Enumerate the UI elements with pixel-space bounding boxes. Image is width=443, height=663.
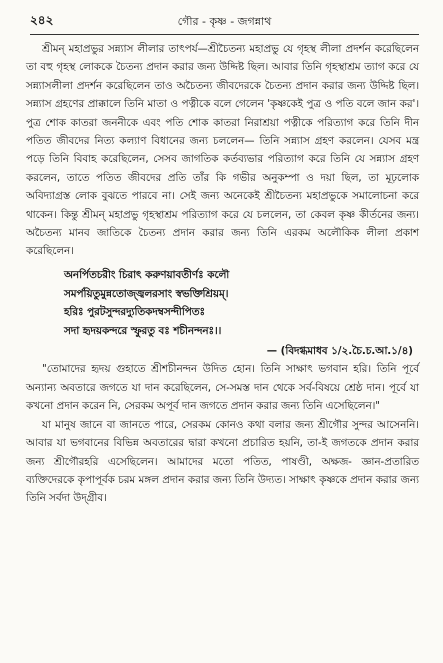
verse-line-2: সমর্পয়িতুমুন্নতোজ্জ্বলরসাং স্বভক্তিশ্রিয়ম্‌। [64,287,229,300]
verse-translation: "তোমাদের হৃদয় গুহাতে শ্রীশচীনন্দন উদিত হোন। তিনি সাক্ষাৎ ভগবান হরি। তিনি পূর্বে অন্যান্য অবতারে জগতে যা দান করেছিলেন, সে-সমস্ত দান থেকে সর্ব-বিষয়ে শ্রেষ্ঠ দান। পূর্বে যা কখনো প্রদান করেন নি, সেরকম অপূর্ব দান জগতে প্রদান করার জন্য তিনি এসেছিলেন।" [26,363,419,413]
page-number: ২৪২ [30,13,54,27]
paragraph-intro: শ্রীমন্‌ মহাপ্রভুর সন্ন্যাস লীলার তাৎপর্য—শ্রীচৈতন্য মহাপ্রভু যে গৃহস্থ লীলা প্রদর্শন করেছিলেন তা বহু গৃহস্থ লোককে চৈতন্য প্রদান করার জন্য উদ্দিষ্ট ছিল। আবার তিনি গৃহস্থাশ্রম ত্যাগ করে যে সন্ন্যাসলীলা প্রদর্শন করেছিলেন তাও অচৈতন্য জীবদেরকে চৈতন্য প্রদান করার জন্য উদ্দিষ্ট ছিল। সন্ন্যাস গ্রহণের প্রাক্কালে তিনি মাতা ও পত্নীকে বলে গেলেন 'কৃষ্ণকেই পুত্র ও পতি বলে জান কর'। পুত্র শোক কাতরা জননীকে এবং পতি শোক কাতরা নিরাশ্রয়া পত্নীকে পরিত্যাগ করে তিনি দীন পতিত জীবদের নিত্য কল্যাণ বিধানের জন্য চললেন— তিনি সন্ন্যাস গ্রহণ করলেন। যেসব মন্ত্র পড়ে তিনি বিবাহ করেছিলেন, সেসব জাগতিক কর্তব্যভার পরিত্যাগ করে তিনি যে সন্ন্যাস গ্রহণ করলেন, তাতে পতিত জীবদের প্রতি তাঁর কি গভীর অনুকম্পা ও দয়া ছিল, তা মূঢ়লোক অবিদ্যাগ্রস্ত লোক বুঝতে পারবে না। সেই জন্য অনেকেই শ্রীচৈতন্য মহাপ্রভুকে সমালোচনা করে থাকেন। কিন্তু শ্রীমন্‌ মহাপ্রভু গৃহস্থাশ্রম পরিত্যাগ করে যে চললেন, তা কেবল কৃষ্ণ কীর্তনের জন্য। অচৈতন্য মানব জাতিকে চৈতন্য প্রদান করার জন্য তিনি এরকম অলৌকিক লীলা প্রকাশ করেছিলেন। [26,43,419,258]
page-body [26,40,419,508]
verse-line-1: অনর্পিতচরীং চিরাৎ করুণয়াবতীর্ণঃ কলৌ [64,268,230,281]
running-title: গৌর - কৃষ্ণ - জগন্নাথ [177,14,272,28]
verse-line-3: হরিঃ পুরটসুন্দরদ্যুতিকদম্বসন্দীপিতঃ [64,306,205,319]
verse-line-4: সদা হৃদয়কন্দরে স্ফুরতু বঃ শচীনন্দনঃ।। [64,325,222,338]
sanskrit-verse [64,266,419,341]
paragraph-closing: যা মানুষ জানে বা জানতে পারে, সেরকম কোনও কথা বলার জন্য শ্রীগৌর সুন্দর আসেননি। আবার যা ভগবানের বিভিন্ন অবতারের দ্বারা কখনো প্রচারিত হয়নি, তা-ই জগতকে প্রদান করার জন্য শ্রীগৌরহরি এসেছিলেন। আমাদের মতো পতিত, পাষণ্ডী, অক্ষজ- জ্ঞান-প্রতারিত ব্যক্তিদেরকে কৃপাপূর্বক চরম মঙ্গল প্রদান করার জন্য তিনি উদ্যত। সাক্ষাৎ কৃষ্ণকে প্রদান করার জন্য তিনি সর্বদা উদ্গ্রীব। [26,418,419,505]
page-header [30,10,419,35]
verse-source: — (বিদগ্ধমাধব ১/২.চৈ.চ.আ.১/৪) [266,345,413,358]
